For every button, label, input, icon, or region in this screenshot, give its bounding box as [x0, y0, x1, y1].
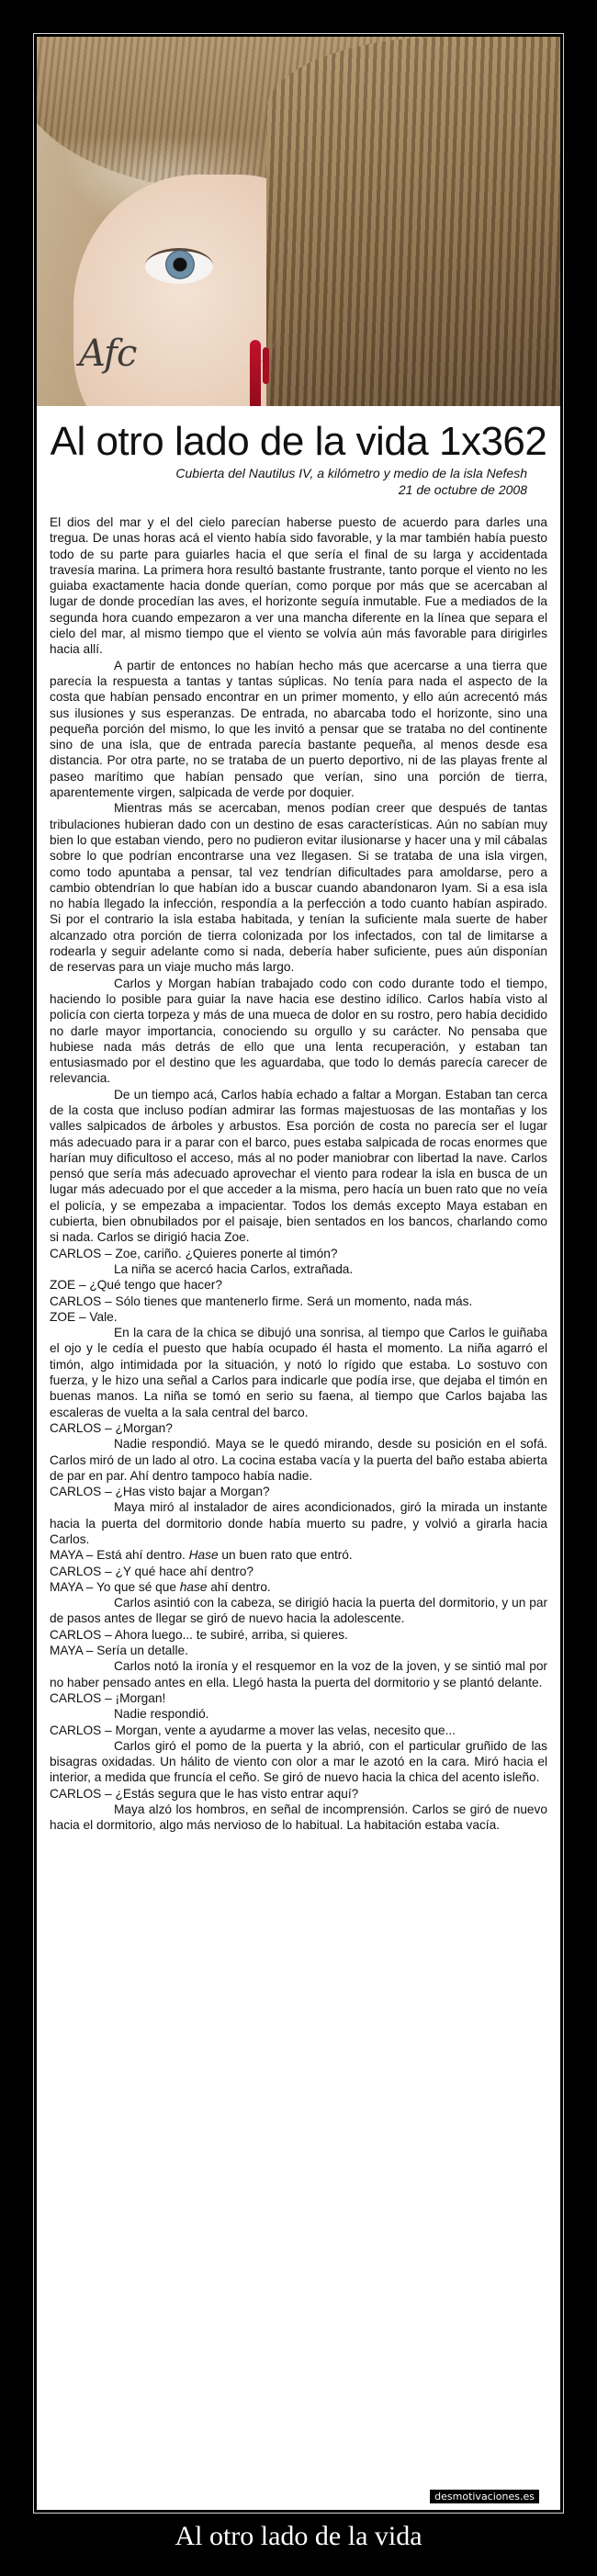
nosebleed-shape	[250, 340, 261, 406]
story-paragraph: Carlos y Morgan habían trabajado codo con codo durante todo el tiempo, haciendo lo posible para guiar la nave hacia ese destino idílico. Carlos había visto al policía con cierta torpeza y más de una mueca de dolor en su rostro, pero había decidido no darle mayor importancia, conociendo su orgullo y su carácter. No pensaba que hubiese nada más detrás de ello que una lenta recuperación, y estaban tan entusiasmado por el destino que les aguardaba, que todo lo demás parecía carecer de relevancia.	[50, 976, 547, 1086]
story-paragraph: Maya miró al instalador de aires acondicionados, giró la mirada un instante hacia la puerta del dormitorio donde había muerto su padre, y volvió a girarla hacia Carlos.	[50, 1500, 547, 1546]
nosebleed-drip	[263, 347, 269, 384]
poster	[37, 37, 560, 2510]
poster-subtitle-date: 21 de octubre de 2008	[398, 482, 527, 497]
story-paragraph: CARLOS – Morgan, vente a ayudarme a mover las velas, necesito que...	[50, 1723, 456, 1737]
site-credit[interactable]: desmotivaciones.es	[429, 2489, 540, 2504]
poster-photo	[37, 37, 560, 406]
poster-caption: Al otro lado de la vida	[175, 2521, 422, 2551]
story-paragraph: CARLOS – Sólo tienes que mantenerlo firme. Será un momento, nada más.	[50, 1294, 473, 1308]
story-paragraph: ZOE – Vale.	[50, 1309, 118, 1324]
story-paragraph: Nadie respondió. Maya se le quedó mirando, desde su posición en el sofá. Carlos miró de un lado al otro. La cocina estaba vacía y la puerta del baño estaba abierta de par en par. Ahí dentro tampoco había nadie.	[50, 1437, 547, 1483]
story-paragraph: En la cara de la chica se dibujó una sonrisa, al tiempo que Carlos le guiñaba el ojo y le cedía el puesto que había ocupado él hasta el momento. La niña agarró el timón, algo intimidada por la situación, y notó lo rígido que estaba. Lo sostuvo con fuerza, y le hizo una señal a Carlos para indicarle que podía irse, que dejaba el timón en buenas manos. La niña se tomó en serio su faena, al tiempo que Carlos bajaba las escaleras de vuelta a la sala central del barco.	[50, 1326, 547, 1419]
poster-subtitle-location: Cubierta del Nautilus IV, a kilómetro y medio de la isla Nefesh	[175, 466, 527, 480]
story-text	[50, 514, 547, 1834]
poster-frame	[33, 33, 564, 2514]
story-paragraph: CARLOS – Ahora luego... te subiré, arriba, si quieres.	[50, 1627, 348, 1642]
poster-title: Al otro lado de la vida 1x362	[50, 419, 547, 464]
iris-shape	[165, 250, 195, 279]
story-paragraph: La niña se acercó hacia Carlos, extrañada.	[114, 1261, 354, 1276]
story-paragraph: CARLOS – ¿Has visto bajar a Morgan?	[50, 1485, 270, 1499]
fringe-shape	[266, 37, 560, 406]
story-paragraph: El dios del mar y el del cielo parecían haberse puesto de acuerdo para darles una tregua. De unas horas acá el viento había sido favorable, y la mar también había puesto todo de su parte para guiarles hacia el que sería el final de su larga y accidentada travesía marina. La primera hora resultó bastante frustrante, tanto porque el viento no les guiaba exactamente hacia donde querían, como porque por más que se acercaban al lugar de donde procedían las aves, el horizonte seguía inmutable. Fue a mediados de la segunda hora cuando empezaron a ver una mancha diferente en la línea que separa el cielo del mar, al mismo tiempo que el viento se volvía aún más favorable para dirigirles hacia allí.	[50, 515, 547, 657]
story-paragraph: CARLOS – ¿Y qué hace ahí dentro?	[50, 1564, 253, 1578]
story-paragraph: A partir de entonces no habían hecho más que acercarse a una tierra que parecía la respuesta a tantas y tantas súplicas. No tenía para nada el aspecto de la costa que habían pensado encontrar en un primer momento, y ello aún acrecentó más sus ilusiones y sus esperanzas. De entrada, no abarcaba todo el horizonte, sino una pequeña porción del mismo, lo que les invitó a pensar que se trataba no del continente sino de una isla, que de entrada parecía bastante pequeña, al menos desde esa distancia. Por otra parte, no se trataba de un puerto deportivo, ni de las playas frente al paseo marítimo que habían pensado que verían, sino una porción de tierra, aparentemente virgen, salpicada de verde por doquier.	[50, 658, 547, 800]
story-paragraph: Maya alzó los hombros, en señal de incomprensión. Carlos se giró de nuevo hacia el dormitorio, algo más nervioso de lo habitual. La habitación estaba vacía.	[50, 1802, 547, 1833]
story-paragraph: MAYA – Está ahí dentro. Hase un buen rato que entró.	[50, 1548, 353, 1563]
story-paragraph: Carlos giró el pomo de la puerta y la abrió, con el particular gruñido de las bisagras oxidadas. Un hálito de viento con olor a mar le azotó en la cara. Miró hacia el interior, a medida que fruncía el ceño. Se giró de nuevo hacia la chica del acento isleño.	[50, 1738, 547, 1785]
story-paragraph: Nadie respondió.	[114, 1707, 209, 1722]
story-paragraph: Carlos asintió con la cabeza, se dirigió hacia la puerta del dormitorio, y un par de pasos antes de llegar se giró de nuevo hacia la adolescente.	[50, 1596, 547, 1626]
story-paragraph: CARLOS – Zoe, cariño. ¿Quieres ponerte al timón?	[50, 1246, 338, 1260]
story-paragraph: CARLOS – ¿Estás segura que le has visto entrar aquí?	[50, 1786, 359, 1801]
story-paragraph: CARLOS – ¡Morgan!	[50, 1690, 166, 1705]
story-paragraph: MAYA – Yo que sé que hase ahí dentro.	[50, 1579, 271, 1594]
story-paragraph: Carlos notó la ironía y el resquemor en la voz de la joven, y se sintió mal por no haber pensado antes en ella. Llegó hasta la puerta del dormitorio y se plantó delante.	[50, 1659, 547, 1689]
signature: Afc	[79, 333, 137, 375]
story-paragraph: De un tiempo acá, Carlos había echado a faltar a Morgan. Estaban tan cerca de la costa que incluso podían admirar las formas majestuosas de las montañas y los valles salpicados de árboles y arbustos. Esa porción de costa no parecía ser el lugar más adecuado para ir a parar con el barco, pues estaba salpicada de rocas enormes que harían muy dificultoso el acceso, más al no poder maniobrar con libertad la nave. Carlos pensó que sería más adecuado aprovechar el viento para rodear la isla en busca de un lugar más adecuado por el que acceder a la misma, pero hacía un buen rato que no veía el policía, y se empezaba a impacientar. Todos los demás excepto Maya estaban en cubierta, bien obnubilados por el paisaje, bien sentados en los bancos, charlando como si nada. Carlos se dirigió hacia Zoe.	[50, 1087, 547, 1245]
story-paragraph: ZOE – ¿Qué tengo que hacer?	[50, 1278, 222, 1293]
story-paragraph: MAYA – Sería un detalle.	[50, 1644, 188, 1658]
story-paragraph: CARLOS – ¿Morgan?	[50, 1420, 173, 1435]
story-paragraph: Mientras más se acercaban, menos podían creer que después de tantas tribulaciones hubieran dado con un destino de esas características. Aún no sabían muy bien lo que estaban viendo, pero no pudieron evitar ilusionarse y hacer una y mil cábalas sobre lo que podrían encontrarse una vez llegasen. Si se trataba de una isla virgen, como todo apuntaba a pensar, tal vez tendrían dificultades para amoldarse, pero a cambio obtendrían lo que habían ido a buscar cuando abandonaron Iyam. Si a esa isla no había llegado la infección, respondía a la perfección a todo cuanto habían aspirado. Si por el contrario la isla estaba habitada, y tenían la suficiente mala suerte de haber alcanzado otra porción de tierra colonizada por los infectados, con tal de limitarse a rodearla y seguir adelante como si nada, debería haber suficiente, pues aún disponían de reservas para un viaje mucho más largo.	[50, 801, 547, 975]
